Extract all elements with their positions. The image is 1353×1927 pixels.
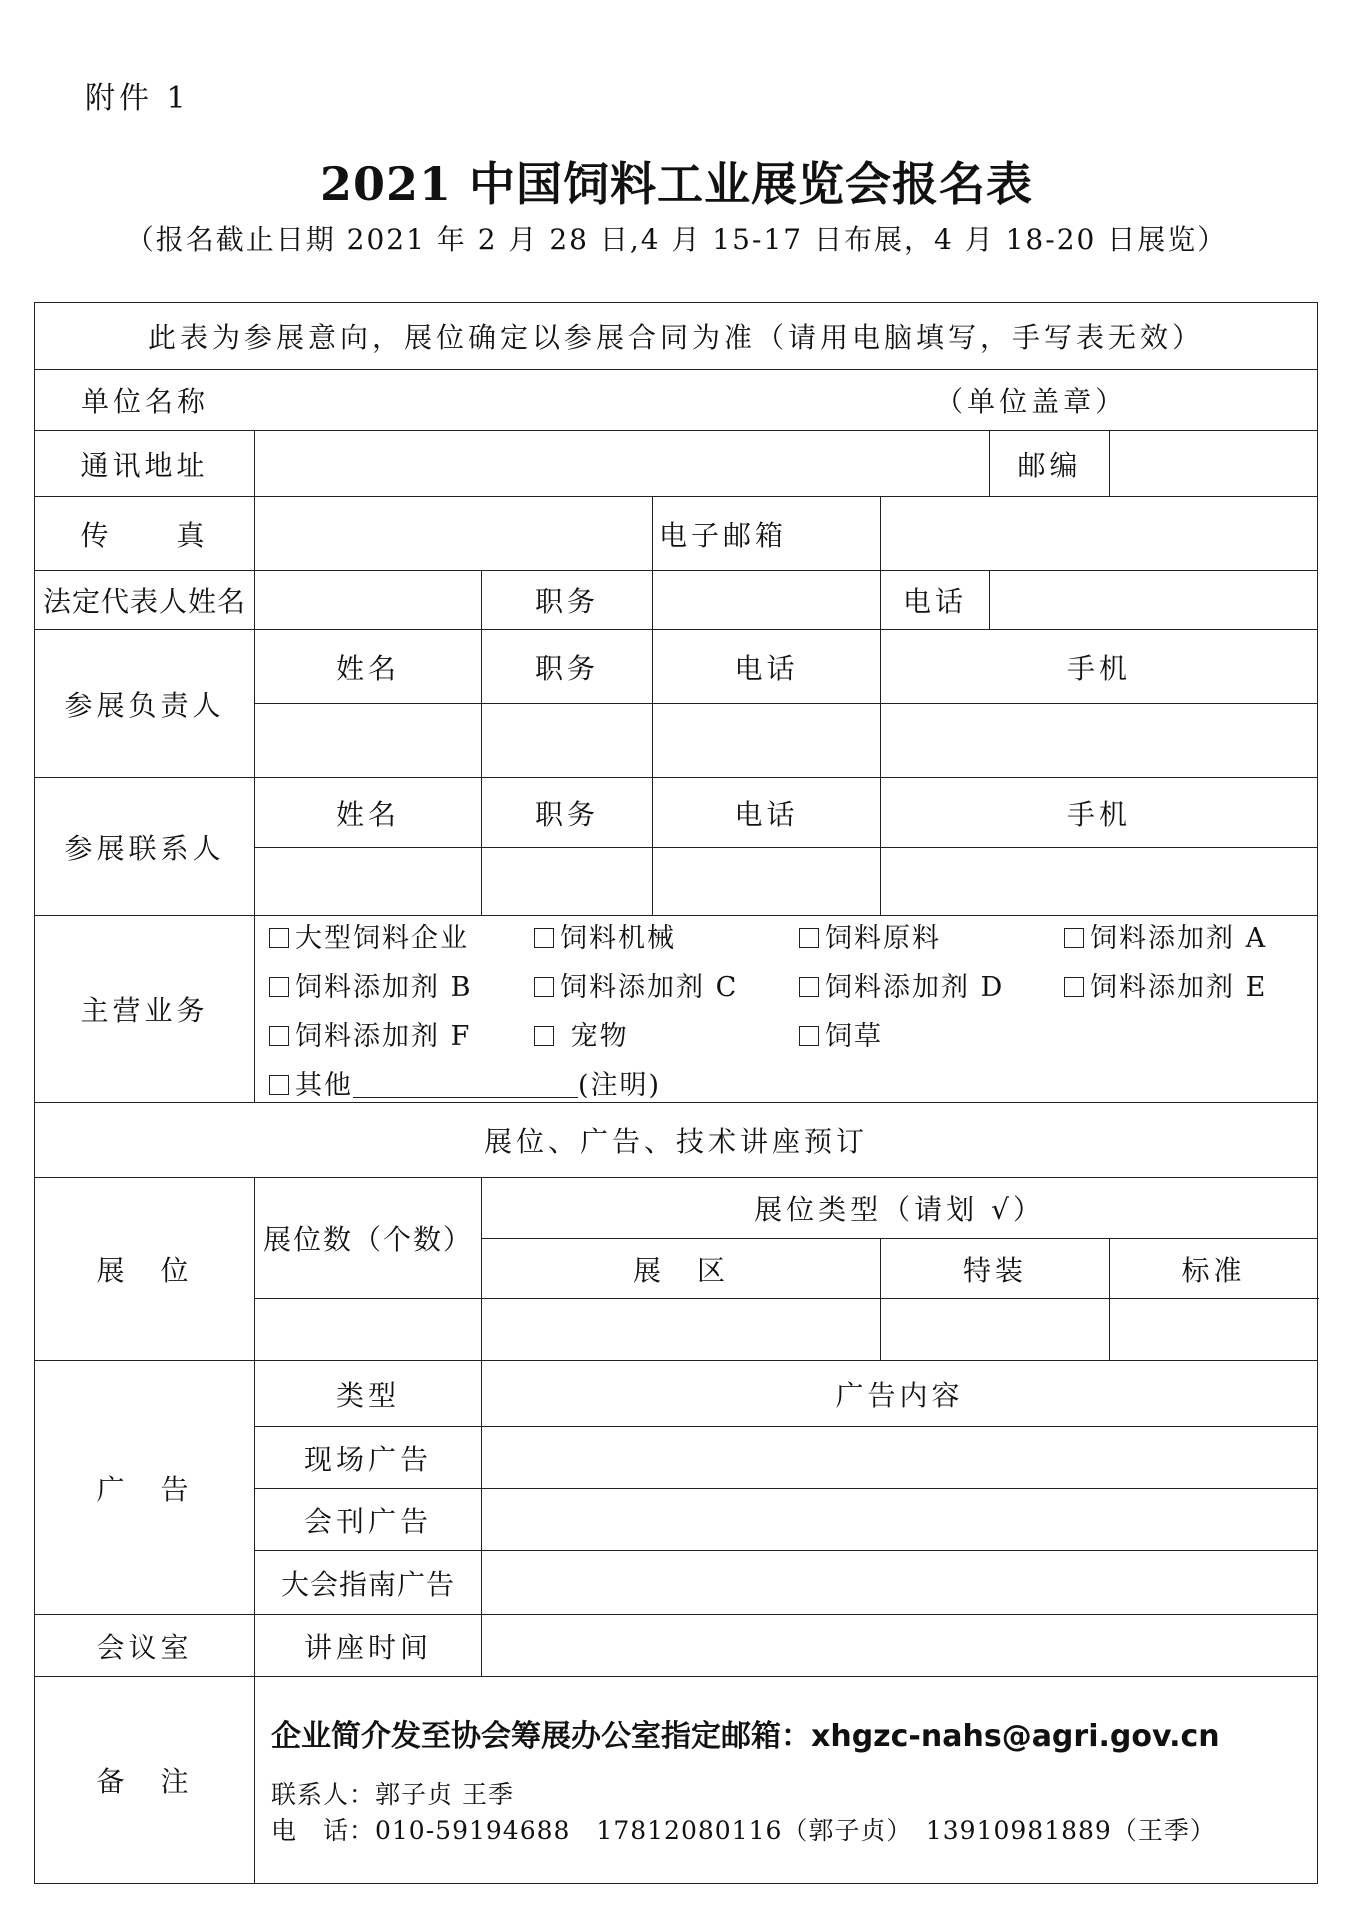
remarks-label: 备 注 [35, 1677, 255, 1884]
remarks-phone: 电 话：010-59194688 17812080116（郭子贞） 13910981889（王季） [271, 1816, 1216, 1845]
attachment-label: 附件 1 [85, 81, 190, 116]
email-field[interactable] [881, 497, 1318, 571]
other-underline-field[interactable] [353, 1069, 578, 1098]
head-phone-field[interactable] [653, 704, 881, 778]
registration-form [34, 302, 1318, 1884]
checkbox-icon [269, 1026, 289, 1046]
business-option[interactable]: 大型饲料企业 [269, 916, 534, 955]
checkbox-icon [1064, 928, 1084, 948]
booth-standard-label: 标准 [1110, 1239, 1318, 1299]
business-option[interactable]: 饲料添加剂 C [534, 965, 799, 1004]
col-name-header: 姓名 [255, 630, 482, 704]
booth-count-field[interactable] [255, 1299, 482, 1361]
business-option[interactable]: 饲料机械 [534, 916, 799, 955]
ad-content-field[interactable] [482, 1427, 1318, 1489]
booth-label: 展 位 [35, 1178, 255, 1361]
remarks-email: 企业简介发至协会筹展办公室指定邮箱：xhgzc-nahs@agri.gov.cn [271, 1719, 1220, 1754]
postcode-label: 邮编 [990, 431, 1110, 497]
lecture-time-field[interactable] [482, 1615, 1318, 1677]
col-phone-header: 电话 [653, 630, 881, 704]
ad-content-field[interactable] [482, 1551, 1318, 1615]
meeting-room-label: 会议室 [35, 1615, 255, 1677]
ad-item-label: 现场广告 [255, 1427, 482, 1489]
business-option-other[interactable]: 其他 (注明) [269, 1063, 799, 1102]
address-field[interactable] [255, 431, 990, 497]
checkbox-icon [534, 1026, 554, 1046]
exhibit-head-label: 参展负责人 [35, 630, 255, 778]
booth-zone-field[interactable] [482, 1299, 881, 1361]
booth-special-field[interactable] [881, 1299, 1110, 1361]
col-mobile-header: 手机 [881, 630, 1318, 704]
business-option[interactable]: 饲料添加剂 B [269, 965, 534, 1004]
business-option[interactable]: 宠物 [534, 1014, 799, 1053]
head-position-field[interactable] [482, 704, 653, 778]
checkbox-icon [799, 1026, 819, 1046]
col-name-header: 姓名 [255, 778, 482, 848]
legal-rep-field[interactable] [255, 571, 482, 630]
address-label: 通讯地址 [35, 431, 255, 497]
booth-standard-field[interactable] [1110, 1299, 1318, 1361]
business-options [255, 916, 1318, 1103]
email-label: 电子邮箱 [653, 497, 881, 571]
business-option[interactable]: 饲料添加剂 A [1064, 916, 1318, 955]
fax-field[interactable] [255, 497, 653, 571]
ad-content-field[interactable] [482, 1489, 1318, 1551]
booth-zone-label: 展 区 [482, 1239, 881, 1299]
business-option[interactable]: 饲料原料 [799, 916, 1064, 955]
business-label: 主营业务 [35, 916, 255, 1103]
business-option[interactable]: 饲料添加剂 E [1064, 965, 1318, 1004]
legal-phone-field[interactable] [990, 571, 1318, 630]
col-position-header: 职务 [482, 778, 653, 848]
postcode-field[interactable] [1110, 431, 1318, 497]
contact-name-field[interactable] [255, 848, 482, 916]
checkbox-icon [269, 928, 289, 948]
checkbox-icon [269, 977, 289, 997]
checkbox-icon [799, 977, 819, 997]
checkbox-icon [269, 1075, 289, 1095]
col-mobile-header: 手机 [881, 778, 1318, 848]
business-option[interactable]: 饲料添加剂 F [269, 1014, 534, 1053]
col-phone-header: 电话 [653, 778, 881, 848]
booth-special-label: 特装 [881, 1239, 1110, 1299]
legal-phone-label: 电话 [881, 571, 990, 630]
form-notice: 此表为参展意向，展位确定以参展合同为准（请用电脑填写，手写表无效） [35, 303, 1318, 370]
contact-mobile-field[interactable] [881, 848, 1318, 916]
page-title: 2021 中国饲料工业展览会报名表 [319, 157, 1034, 211]
lecture-time-label: 讲座时间 [255, 1615, 482, 1677]
contact-position-field[interactable] [482, 848, 653, 916]
ad-type-header: 类型 [255, 1361, 482, 1427]
remarks-content [255, 1677, 1318, 1884]
unit-name-label: 单位名称 [81, 385, 210, 418]
legal-position-field[interactable] [653, 571, 881, 630]
exhibit-contact-label: 参展联系人 [35, 778, 255, 916]
checkbox-icon [1064, 977, 1084, 997]
checkbox-icon [534, 928, 554, 948]
remarks-contact: 联系人：郭子贞 王季 [271, 1780, 514, 1809]
booth-count-label: 展位数（个数） [255, 1178, 482, 1299]
unit-seal-label: （单位盖章） [935, 385, 1128, 418]
ad-label: 广 告 [35, 1361, 255, 1615]
head-mobile-field[interactable] [881, 704, 1318, 778]
booth-type-label: 展位类型（请划 √） [482, 1178, 1318, 1239]
head-name-field[interactable] [255, 704, 482, 778]
business-option[interactable]: 饲草 [799, 1014, 1064, 1053]
contact-phone-field[interactable] [653, 848, 881, 916]
ad-item-label: 会刊广告 [255, 1489, 482, 1551]
col-position-header: 职务 [482, 630, 653, 704]
page-subtitle: （报名截止日期 2021 年 2 月 28 日,4 月 15-17 日布展，4 月 18-20 日展览） [125, 223, 1228, 256]
checkbox-icon [534, 977, 554, 997]
legal-position-label: 职务 [482, 571, 653, 630]
ad-content-header: 广告内容 [482, 1361, 1318, 1427]
ad-item-label: 大会指南广告 [255, 1551, 482, 1615]
unit-name-row[interactable] [35, 370, 1318, 431]
fax-label: 传 真 [35, 497, 255, 571]
checkbox-icon [799, 928, 819, 948]
business-option[interactable]: 饲料添加剂 D [799, 965, 1064, 1004]
booking-header: 展位、广告、技术讲座预订 [35, 1103, 1318, 1178]
legal-rep-label: 法定代表人姓名 [35, 571, 255, 630]
